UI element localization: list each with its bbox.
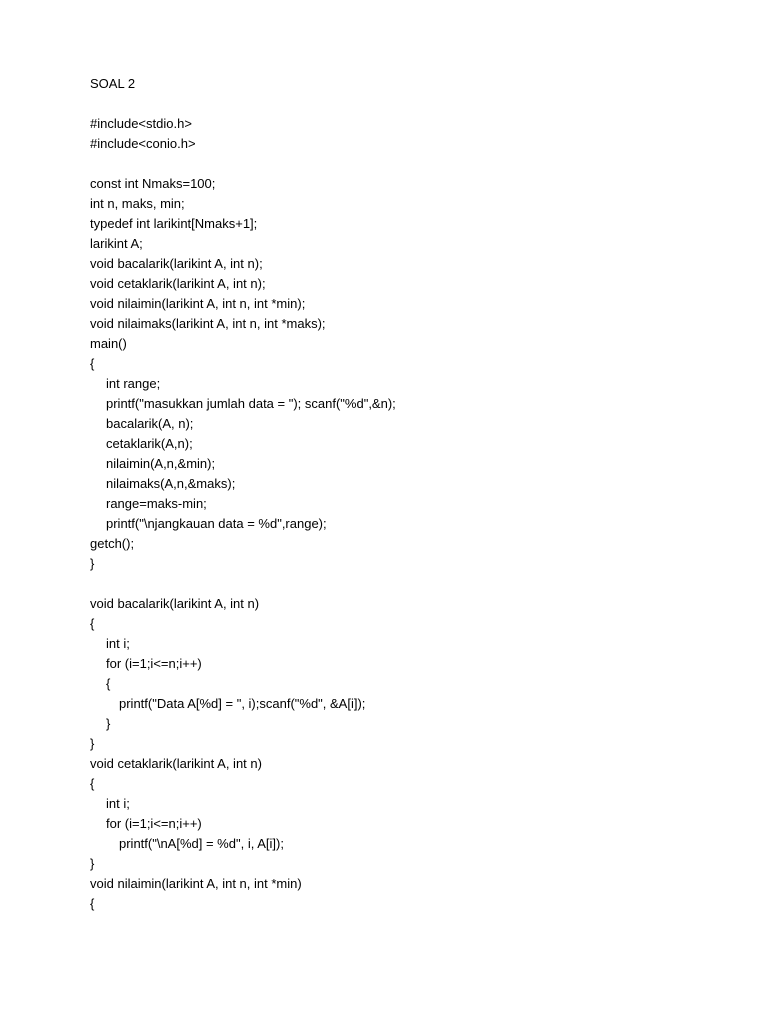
code-line: } <box>90 856 95 871</box>
code-line: for (i=1;i<=n;i++) <box>106 656 202 671</box>
code-line: void bacalarik(larikint A, int n) <box>90 596 260 611</box>
code-line: getch(); <box>90 536 135 551</box>
code-line: printf("\nA[%d] = %d", i, A[i]); <box>119 836 284 851</box>
code-line: const int Nmaks=100; <box>90 176 216 191</box>
code-line: void nilaimin(larikint A, int n, int *min) <box>90 876 302 891</box>
code-line: nilaimin(A,n,&min); <box>106 456 216 471</box>
code-block <box>90 114 396 914</box>
blank-line <box>90 574 396 594</box>
code-line: { <box>90 356 95 371</box>
document-title: SOAL 2 <box>90 76 136 91</box>
code-line: int i; <box>106 636 130 651</box>
code-line: #include<stdio.h> <box>90 116 192 131</box>
code-line: { <box>90 896 95 911</box>
code-line: typedef int larikint[Nmaks+1]; <box>90 216 258 231</box>
code-line: nilaimaks(A,n,&maks); <box>106 476 236 491</box>
code-line: printf("masukkan jumlah data = "); scanf("%d",&n); <box>106 396 396 411</box>
code-line: printf("\njangkauan data = %d",range); <box>106 516 327 531</box>
code-line: cetaklarik(A,n); <box>106 436 193 451</box>
code-line: bacalarik(A, n); <box>106 416 194 431</box>
code-line: { <box>106 676 111 691</box>
code-line: void cetaklarik(larikint A, int n) <box>90 756 262 771</box>
code-line: void nilaimin(larikint A, int n, int *min); <box>90 296 306 311</box>
code-line: void nilaimaks(larikint A, int n, int *maks); <box>90 316 326 331</box>
code-line: } <box>90 736 95 751</box>
code-line: int n, maks, min; <box>90 196 185 211</box>
code-line: { <box>90 776 95 791</box>
code-line: int range; <box>106 376 161 391</box>
code-line: } <box>106 716 111 731</box>
blank-line <box>90 154 396 174</box>
code-line: void cetaklarik(larikint A, int n); <box>90 276 266 291</box>
code-line: #include<conio.h> <box>90 136 196 151</box>
code-line: } <box>90 556 95 571</box>
code-line: printf("Data A[%d] = ", i);scanf("%d", &A[i]); <box>119 696 366 711</box>
code-line: void bacalarik(larikint A, int n); <box>90 256 263 271</box>
code-line: for (i=1;i<=n;i++) <box>106 816 202 831</box>
code-line: { <box>90 616 95 631</box>
code-line: range=maks-min; <box>106 496 207 511</box>
code-line: int i; <box>106 796 130 811</box>
code-line: main() <box>90 336 127 351</box>
code-line: larikint A; <box>90 236 143 251</box>
